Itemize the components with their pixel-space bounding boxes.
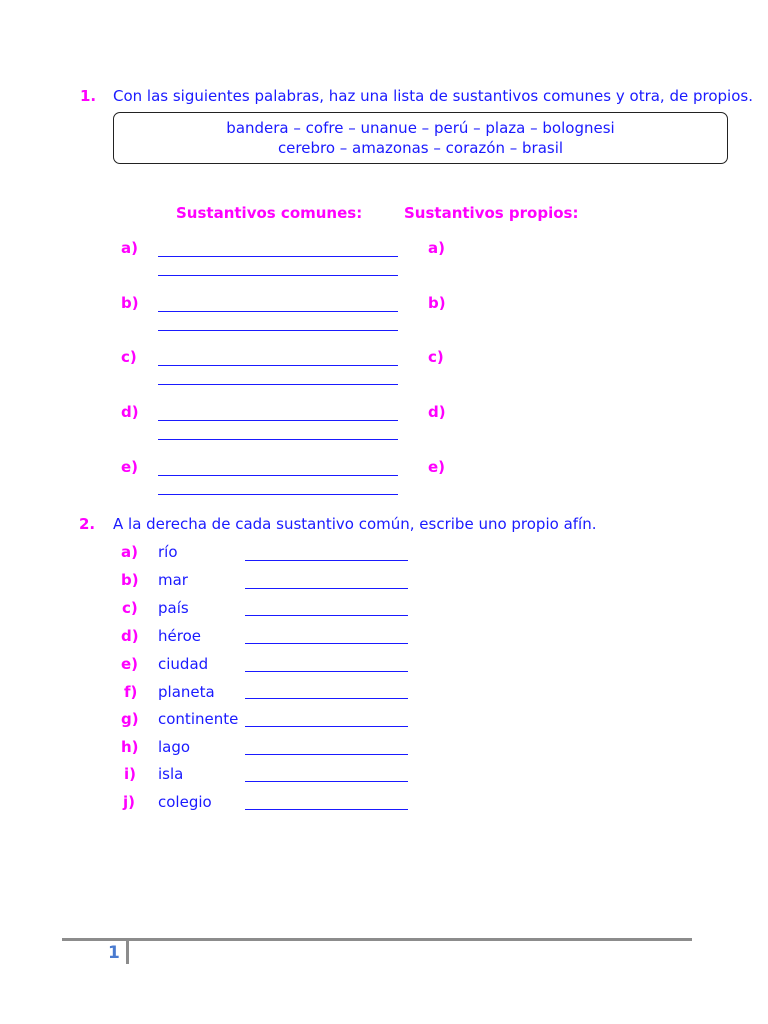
- q2-common-noun: héroe: [158, 627, 201, 645]
- q2-letter: d): [121, 627, 139, 645]
- q2-letter: a): [121, 543, 138, 561]
- q2-common-noun: continente: [158, 710, 239, 728]
- q2-answer-line[interactable]: [245, 588, 408, 589]
- q2-common-noun: río: [158, 543, 178, 561]
- q1-answer-line[interactable]: [158, 384, 398, 385]
- q2-common-noun: mar: [158, 571, 188, 589]
- q2-answer-line[interactable]: [245, 560, 408, 561]
- page-number: 1: [108, 943, 120, 963]
- q2-common-noun: colegio: [158, 793, 212, 811]
- q2-answer-line[interactable]: [245, 671, 408, 672]
- q1-answer-line[interactable]: [158, 330, 398, 331]
- q1-letter-common: a): [121, 239, 138, 257]
- word-bank-line-2: cerebro – amazonas – corazón – brasil: [277, 139, 564, 157]
- q2-answer-line[interactable]: [245, 698, 408, 699]
- footer-divider: [62, 938, 692, 941]
- word-bank-box: [113, 112, 728, 164]
- q1-letter-proper: d): [428, 403, 446, 421]
- column-heading-common: Sustantivos comunes:: [176, 204, 363, 222]
- q1-letter-common: b): [121, 294, 139, 312]
- question-2-number: 2.: [79, 515, 96, 533]
- q2-common-noun: isla: [158, 765, 184, 783]
- q1-letter-proper: a): [428, 239, 445, 257]
- q1-letter-common: c): [121, 348, 137, 366]
- q2-answer-line[interactable]: [245, 643, 408, 644]
- q2-letter: g): [121, 710, 139, 728]
- q2-common-noun: ciudad: [158, 655, 209, 673]
- question-1-text: Con las siguientes palabras, haz una lista de sustantivos comunes y otra, de propios.: [113, 87, 753, 105]
- q2-letter: i): [124, 765, 136, 783]
- question-2-text: A la derecha de cada sustantivo común, escribe uno propio afín.: [113, 515, 597, 533]
- q2-answer-line[interactable]: [245, 754, 408, 755]
- q2-common-noun: planeta: [158, 683, 215, 701]
- q2-answer-line[interactable]: [245, 809, 408, 810]
- page-number-bar: [126, 941, 129, 964]
- q2-answer-line[interactable]: [245, 615, 408, 616]
- word-bank-line-1: bandera – cofre – unanue – perú – plaza – bolognesi: [226, 119, 615, 137]
- q2-letter: e): [121, 655, 139, 673]
- q1-answer-line[interactable]: [158, 420, 398, 421]
- q1-letter-proper: b): [428, 294, 446, 312]
- column-heading-proper: Sustantivos propios:: [404, 204, 579, 222]
- q2-letter: f): [124, 683, 138, 701]
- q1-answer-line[interactable]: [158, 365, 398, 366]
- q1-answer-line[interactable]: [158, 439, 398, 440]
- q1-letter-common: e): [121, 458, 139, 476]
- q1-letter-proper: e): [428, 458, 446, 476]
- question-1-number: 1.: [80, 87, 97, 105]
- q2-letter: j): [123, 793, 135, 811]
- q2-common-noun: lago: [158, 738, 191, 756]
- q2-common-noun: país: [158, 599, 189, 617]
- q1-answer-line[interactable]: [158, 256, 398, 257]
- q1-letter-proper: c): [428, 348, 444, 366]
- q1-answer-line[interactable]: [158, 275, 398, 276]
- q2-answer-line[interactable]: [245, 781, 408, 782]
- q2-letter: h): [121, 738, 139, 756]
- q1-answer-line[interactable]: [158, 475, 398, 476]
- q2-letter: b): [121, 571, 139, 589]
- q2-letter: c): [122, 599, 138, 617]
- q2-answer-line[interactable]: [245, 726, 408, 727]
- q1-letter-common: d): [121, 403, 139, 421]
- q1-answer-line[interactable]: [158, 494, 398, 495]
- q1-answer-line[interactable]: [158, 311, 398, 312]
